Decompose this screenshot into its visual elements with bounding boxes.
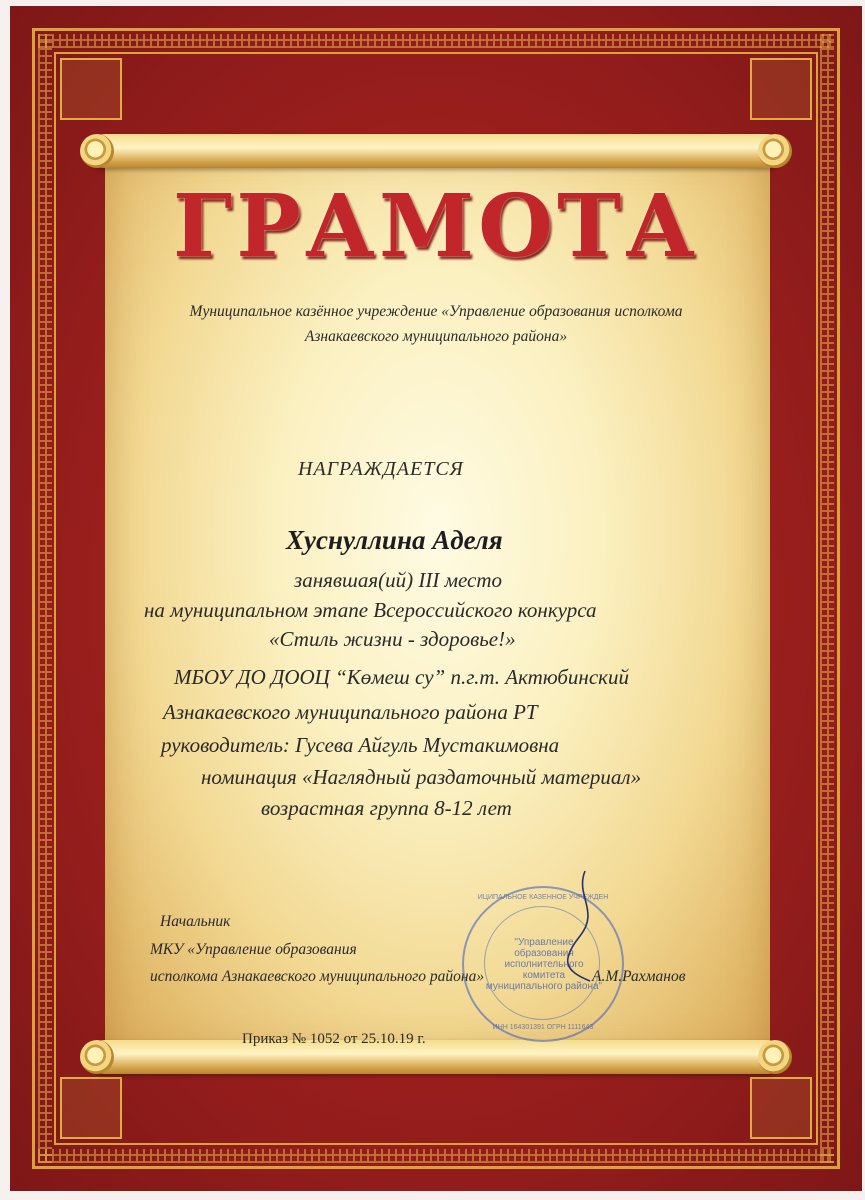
signature-position-2: МКУ «Управление образования	[150, 941, 357, 958]
recipient-name: Хуснуллина Аделя	[286, 525, 503, 555]
scroll-curl-top-left	[80, 134, 114, 168]
issuer-line-2: Азнакаевского муниципального района»	[304, 328, 568, 345]
signature-position-3: исполкома Азнакаевского муниципального района»	[150, 968, 485, 985]
corner-ornament-tl	[60, 58, 122, 120]
corner-ornament-bl	[60, 1077, 122, 1139]
scroll-curl-top-right	[758, 134, 792, 168]
school-line: МБОУ ДО ДООЦ “Көмеш су” п.г.т. Актюбинский	[174, 665, 629, 689]
certificate-sheet	[10, 6, 862, 1191]
scroll-curl-bottom-left	[80, 1040, 114, 1074]
scroll-roll-top	[88, 134, 784, 168]
signature-position-1: Начальник	[160, 913, 231, 930]
district-line: Азнакаевского муниципального района РТ	[163, 700, 538, 724]
age-group-line: возрастная группа 8-12 лет	[261, 796, 512, 820]
issuer-line-1: Муниципальное казённое учреждение «Управление образования исполкома	[189, 303, 683, 320]
contest-line: на муниципальном этапе Всероссийского конкурса	[144, 598, 597, 622]
order-number: Приказ № 1052 от 25.10.19 г.	[242, 1031, 426, 1047]
meander-pattern-top	[38, 34, 834, 48]
stamp-center-text: "Управление образования исполнительного комитета муниципального района"	[485, 937, 603, 992]
corner-ornament-br	[750, 1077, 812, 1139]
scroll-curl-bottom-right	[758, 1040, 792, 1074]
place-line: занявшая(ий) III место	[294, 568, 503, 592]
stamp-bottom-text: ИНН 164301391 ОГРН 1111643	[492, 1024, 594, 1031]
meander-pattern-bottom	[38, 1149, 834, 1163]
corner-ornament-tr	[750, 58, 812, 120]
scroll-roll-bottom	[88, 1040, 784, 1074]
certificate-title: ГРАМОТА	[172, 176, 700, 277]
awarded-heading: НАГРАЖДАЕТСЯ	[298, 458, 464, 480]
nomination-line: номинация «Наглядный раздаточный материал»	[201, 765, 642, 789]
stamp-ring-text: ИЦИПАЛЬНОЕ КАЗЕННОЕ УЧРЕЖДЕН	[477, 894, 609, 901]
contest-name: «Стиль жизни - здоровье!»	[269, 627, 516, 651]
signatory-name: А.М.Рахманов	[592, 968, 686, 985]
supervisor-line: руководитель: Гусева Айгуль Мустакимовна	[161, 733, 560, 757]
signature-scribble	[545, 866, 625, 986]
